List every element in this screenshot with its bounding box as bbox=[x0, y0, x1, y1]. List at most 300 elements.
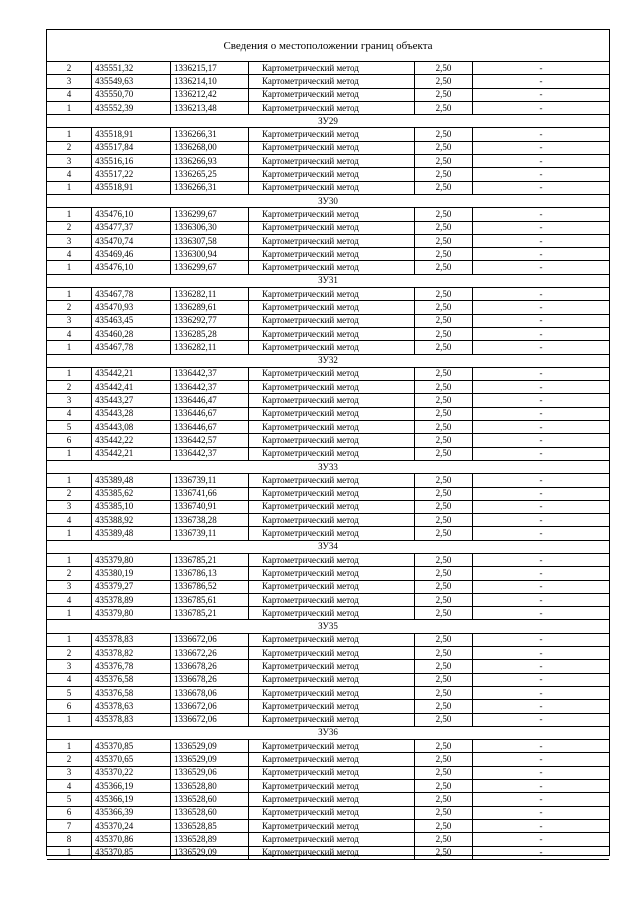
point-number-cell: 4 bbox=[47, 407, 92, 420]
accuracy-cell: 2,50 bbox=[415, 208, 473, 221]
table-row bbox=[47, 766, 609, 779]
table-row bbox=[47, 181, 609, 194]
method-cell: Картометрический метод bbox=[249, 327, 415, 340]
y-coordinate-cell: 1336672,06 bbox=[171, 713, 249, 726]
accuracy-cell: 2,50 bbox=[415, 314, 473, 327]
table-row bbox=[47, 168, 609, 181]
y-coordinate-cell: 1336292,77 bbox=[171, 314, 249, 327]
x-coordinate-cell: 435477,37 bbox=[92, 221, 171, 234]
method-cell: Картометрический метод bbox=[249, 155, 415, 168]
y-coordinate-cell: 1336213,48 bbox=[171, 101, 249, 114]
note-cell: - bbox=[473, 234, 610, 247]
y-coordinate-cell: 1336529,09 bbox=[171, 846, 249, 859]
document-frame bbox=[46, 29, 610, 856]
x-coordinate-cell: 435370,65 bbox=[92, 753, 171, 766]
accuracy-cell: 2,50 bbox=[415, 474, 473, 487]
method-cell: Картометрический метод bbox=[249, 234, 415, 247]
method-cell: Картометрический метод bbox=[249, 846, 415, 859]
y-coordinate-cell: 1336300,94 bbox=[171, 248, 249, 261]
section-header-row bbox=[47, 274, 609, 287]
method-cell: Картометрический метод bbox=[249, 780, 415, 793]
note-cell: - bbox=[473, 155, 610, 168]
x-coordinate-cell: 435366,19 bbox=[92, 780, 171, 793]
accuracy-cell: 2,50 bbox=[415, 381, 473, 394]
note-cell: - bbox=[473, 713, 610, 726]
method-cell: Картометрический метод bbox=[249, 700, 415, 713]
method-cell: Картометрический метод bbox=[249, 62, 415, 75]
note-cell: - bbox=[473, 580, 610, 593]
method-cell: Картометрический метод bbox=[249, 421, 415, 434]
x-coordinate-cell: 435549,63 bbox=[92, 75, 171, 88]
point-number-cell: 3 bbox=[47, 766, 92, 779]
note-cell: - bbox=[473, 793, 610, 806]
y-coordinate-cell: 1336299,67 bbox=[171, 208, 249, 221]
method-cell: Картометрический метод bbox=[249, 101, 415, 114]
x-coordinate-cell: 435516,16 bbox=[92, 155, 171, 168]
x-coordinate-cell: 435379,80 bbox=[92, 553, 171, 566]
note-cell: - bbox=[473, 168, 610, 181]
point-number-cell: 5 bbox=[47, 793, 92, 806]
y-coordinate-cell: 1336741,66 bbox=[171, 487, 249, 500]
y-coordinate-cell: 1336266,31 bbox=[171, 181, 249, 194]
x-coordinate-cell: 435380,19 bbox=[92, 567, 171, 580]
point-number-cell: 6 bbox=[47, 806, 92, 819]
note-cell: - bbox=[473, 660, 610, 673]
coordinates-table-body bbox=[47, 62, 609, 859]
x-coordinate-cell: 435467,78 bbox=[92, 288, 171, 301]
note-cell: - bbox=[473, 341, 610, 354]
point-number-cell: 2 bbox=[47, 487, 92, 500]
table-row bbox=[47, 567, 609, 580]
note-cell: - bbox=[473, 846, 610, 859]
table-row bbox=[47, 301, 609, 314]
method-cell: Картометрический метод bbox=[249, 713, 415, 726]
method-cell: Картометрический метод bbox=[249, 660, 415, 673]
y-coordinate-cell: 1336446,47 bbox=[171, 394, 249, 407]
accuracy-cell: 2,50 bbox=[415, 580, 473, 593]
y-coordinate-cell: 1336739,11 bbox=[171, 527, 249, 540]
accuracy-cell: 2,50 bbox=[415, 633, 473, 646]
section-header-row bbox=[47, 194, 609, 207]
y-coordinate-cell: 1336528,80 bbox=[171, 780, 249, 793]
section-header-row bbox=[47, 620, 609, 633]
note-cell: - bbox=[473, 75, 610, 88]
accuracy-cell: 2,50 bbox=[415, 766, 473, 779]
method-cell: Картометрический метод bbox=[249, 261, 415, 274]
point-number-cell: 2 bbox=[47, 141, 92, 154]
y-coordinate-cell: 1336266,93 bbox=[171, 155, 249, 168]
y-coordinate-cell: 1336442,37 bbox=[171, 367, 249, 380]
table-row bbox=[47, 248, 609, 261]
section-header-row bbox=[47, 115, 609, 128]
note-cell: - bbox=[473, 500, 610, 513]
table-row bbox=[47, 155, 609, 168]
method-cell: Картометрический метод bbox=[249, 447, 415, 460]
point-number-cell: 1 bbox=[47, 633, 92, 646]
accuracy-cell: 2,50 bbox=[415, 567, 473, 580]
accuracy-cell: 2,50 bbox=[415, 753, 473, 766]
table-row bbox=[47, 141, 609, 154]
note-cell: - bbox=[473, 381, 610, 394]
accuracy-cell: 2,50 bbox=[415, 62, 473, 75]
y-coordinate-cell: 1336528,60 bbox=[171, 793, 249, 806]
accuracy-cell: 2,50 bbox=[415, 367, 473, 380]
note-cell: - bbox=[473, 394, 610, 407]
y-coordinate-cell: 1336785,21 bbox=[171, 553, 249, 566]
point-number-cell: 3 bbox=[47, 234, 92, 247]
y-coordinate-cell: 1336528,89 bbox=[171, 833, 249, 846]
point-number-cell: 7 bbox=[47, 819, 92, 832]
note-cell: - bbox=[473, 301, 610, 314]
x-coordinate-cell: 435442,21 bbox=[92, 367, 171, 380]
table-row bbox=[47, 261, 609, 274]
method-cell: Картометрический метод bbox=[249, 88, 415, 101]
method-cell: Картометрический метод bbox=[249, 301, 415, 314]
point-number-cell: 3 bbox=[47, 660, 92, 673]
note-cell: - bbox=[473, 221, 610, 234]
table-row bbox=[47, 447, 609, 460]
note-cell: - bbox=[473, 607, 610, 620]
y-coordinate-cell: 1336282,11 bbox=[171, 341, 249, 354]
accuracy-cell: 2,50 bbox=[415, 101, 473, 114]
note-cell: - bbox=[473, 421, 610, 434]
x-coordinate-cell: 435370,22 bbox=[92, 766, 171, 779]
note-cell: - bbox=[473, 327, 610, 340]
point-number-cell: 2 bbox=[47, 647, 92, 660]
x-coordinate-cell: 435442,41 bbox=[92, 381, 171, 394]
y-coordinate-cell: 1336678,26 bbox=[171, 660, 249, 673]
x-coordinate-cell: 435443,08 bbox=[92, 421, 171, 434]
table-row bbox=[47, 434, 609, 447]
table-row bbox=[47, 367, 609, 380]
y-coordinate-cell: 1336307,58 bbox=[171, 234, 249, 247]
y-coordinate-cell: 1336785,21 bbox=[171, 607, 249, 620]
method-cell: Картометрический метод bbox=[249, 381, 415, 394]
point-number-cell: 1 bbox=[47, 261, 92, 274]
table-row bbox=[47, 208, 609, 221]
accuracy-cell: 2,50 bbox=[415, 248, 473, 261]
x-coordinate-cell: 435378,82 bbox=[92, 647, 171, 660]
note-cell: - bbox=[473, 314, 610, 327]
note-cell: - bbox=[473, 248, 610, 261]
note-cell: - bbox=[473, 753, 610, 766]
table-row bbox=[47, 633, 609, 646]
x-coordinate-cell: 435467,78 bbox=[92, 341, 171, 354]
x-coordinate-cell: 435370,85 bbox=[92, 846, 171, 859]
point-number-cell: 2 bbox=[47, 221, 92, 234]
x-coordinate-cell: 435469,46 bbox=[92, 248, 171, 261]
table-row bbox=[47, 381, 609, 394]
y-coordinate-cell: 1336529,06 bbox=[171, 766, 249, 779]
method-cell: Картометрический метод bbox=[249, 208, 415, 221]
y-coordinate-cell: 1336786,52 bbox=[171, 580, 249, 593]
method-cell: Картометрический метод bbox=[249, 141, 415, 154]
accuracy-cell: 2,50 bbox=[415, 740, 473, 753]
accuracy-cell: 2,50 bbox=[415, 261, 473, 274]
accuracy-cell: 2,50 bbox=[415, 487, 473, 500]
point-number-cell: 5 bbox=[47, 421, 92, 434]
note-cell: - bbox=[473, 474, 610, 487]
table-row bbox=[47, 593, 609, 606]
y-coordinate-cell: 1336299,67 bbox=[171, 261, 249, 274]
method-cell: Картометрический метод bbox=[249, 673, 415, 686]
note-cell: - bbox=[473, 288, 610, 301]
note-cell: - bbox=[473, 740, 610, 753]
accuracy-cell: 2,50 bbox=[415, 647, 473, 660]
x-coordinate-cell: 435518,91 bbox=[92, 128, 171, 141]
method-cell: Картометрический метод bbox=[249, 753, 415, 766]
point-number-cell: 4 bbox=[47, 593, 92, 606]
point-number-cell: 6 bbox=[47, 700, 92, 713]
note-cell: - bbox=[473, 527, 610, 540]
point-number-cell: 1 bbox=[47, 607, 92, 620]
point-number-cell: 4 bbox=[47, 248, 92, 261]
point-number-cell: 1 bbox=[47, 846, 92, 859]
method-cell: Картометрический метод bbox=[249, 367, 415, 380]
x-coordinate-cell: 435378,63 bbox=[92, 700, 171, 713]
note-cell: - bbox=[473, 487, 610, 500]
note-cell: - bbox=[473, 766, 610, 779]
table-row bbox=[47, 62, 609, 75]
method-cell: Картометрический метод bbox=[249, 314, 415, 327]
point-number-cell: 4 bbox=[47, 673, 92, 686]
accuracy-cell: 2,50 bbox=[415, 514, 473, 527]
point-number-cell: 1 bbox=[47, 101, 92, 114]
table-row bbox=[47, 500, 609, 513]
y-coordinate-cell: 1336740,91 bbox=[171, 500, 249, 513]
y-coordinate-cell: 1336678,26 bbox=[171, 673, 249, 686]
point-number-cell: 1 bbox=[47, 740, 92, 753]
x-coordinate-cell: 435376,58 bbox=[92, 686, 171, 699]
accuracy-cell: 2,50 bbox=[415, 327, 473, 340]
point-number-cell: 3 bbox=[47, 394, 92, 407]
point-number-cell: 1 bbox=[47, 341, 92, 354]
method-cell: Картометрический метод bbox=[249, 527, 415, 540]
table-row bbox=[47, 753, 609, 766]
table-row bbox=[47, 407, 609, 420]
method-cell: Картометрический метод bbox=[249, 288, 415, 301]
y-coordinate-cell: 1336442,37 bbox=[171, 447, 249, 460]
table-row bbox=[47, 394, 609, 407]
table-row bbox=[47, 740, 609, 753]
accuracy-cell: 2,50 bbox=[415, 700, 473, 713]
x-coordinate-cell: 435376,58 bbox=[92, 673, 171, 686]
method-cell: Картометрический метод bbox=[249, 806, 415, 819]
note-cell: - bbox=[473, 780, 610, 793]
accuracy-cell: 2,50 bbox=[415, 341, 473, 354]
y-coordinate-cell: 1336672,06 bbox=[171, 633, 249, 646]
accuracy-cell: 2,50 bbox=[415, 846, 473, 859]
table-row bbox=[47, 713, 609, 726]
method-cell: Картометрический метод bbox=[249, 607, 415, 620]
method-cell: Картометрический метод bbox=[249, 686, 415, 699]
section-label: ЗУ36 bbox=[47, 726, 609, 739]
method-cell: Картометрический метод bbox=[249, 500, 415, 513]
y-coordinate-cell: 1336528,85 bbox=[171, 819, 249, 832]
x-coordinate-cell: 435370,24 bbox=[92, 819, 171, 832]
table-row bbox=[47, 846, 609, 859]
x-coordinate-cell: 435378,83 bbox=[92, 713, 171, 726]
point-number-cell: 3 bbox=[47, 155, 92, 168]
y-coordinate-cell: 1336786,13 bbox=[171, 567, 249, 580]
table-row bbox=[47, 660, 609, 673]
accuracy-cell: 2,50 bbox=[415, 673, 473, 686]
x-coordinate-cell: 435442,21 bbox=[92, 447, 171, 460]
table-row bbox=[47, 234, 609, 247]
table-row bbox=[47, 700, 609, 713]
table-row bbox=[47, 527, 609, 540]
table-row bbox=[47, 487, 609, 500]
point-number-cell: 1 bbox=[47, 181, 92, 194]
note-cell: - bbox=[473, 88, 610, 101]
note-cell: - bbox=[473, 514, 610, 527]
accuracy-cell: 2,50 bbox=[415, 819, 473, 832]
y-coordinate-cell: 1336446,67 bbox=[171, 407, 249, 420]
y-coordinate-cell: 1336672,06 bbox=[171, 700, 249, 713]
table-row bbox=[47, 553, 609, 566]
x-coordinate-cell: 435370,85 bbox=[92, 740, 171, 753]
accuracy-cell: 2,50 bbox=[415, 221, 473, 234]
y-coordinate-cell: 1336529,09 bbox=[171, 753, 249, 766]
point-number-cell: 1 bbox=[47, 447, 92, 460]
x-coordinate-cell: 435470,93 bbox=[92, 301, 171, 314]
note-cell: - bbox=[473, 447, 610, 460]
y-coordinate-cell: 1336738,28 bbox=[171, 514, 249, 527]
y-coordinate-cell: 1336285,28 bbox=[171, 327, 249, 340]
y-coordinate-cell: 1336529,09 bbox=[171, 740, 249, 753]
point-number-cell: 1 bbox=[47, 474, 92, 487]
accuracy-cell: 2,50 bbox=[415, 593, 473, 606]
accuracy-cell: 2,50 bbox=[415, 660, 473, 673]
accuracy-cell: 2,50 bbox=[415, 234, 473, 247]
accuracy-cell: 2,50 bbox=[415, 155, 473, 168]
document-title: Сведения о местоположении границ объекта bbox=[47, 30, 609, 62]
method-cell: Картометрический метод bbox=[249, 407, 415, 420]
note-cell: - bbox=[473, 833, 610, 846]
x-coordinate-cell: 435376,78 bbox=[92, 660, 171, 673]
accuracy-cell: 2,50 bbox=[415, 128, 473, 141]
x-coordinate-cell: 435551,32 bbox=[92, 62, 171, 75]
section-label: ЗУ35 bbox=[47, 620, 609, 633]
note-cell: - bbox=[473, 633, 610, 646]
point-number-cell: 2 bbox=[47, 567, 92, 580]
accuracy-cell: 2,50 bbox=[415, 288, 473, 301]
method-cell: Картометрический метод bbox=[249, 766, 415, 779]
point-number-cell: 2 bbox=[47, 62, 92, 75]
method-cell: Картометрический метод bbox=[249, 181, 415, 194]
method-cell: Картометрический метод bbox=[249, 394, 415, 407]
method-cell: Картометрический метод bbox=[249, 740, 415, 753]
note-cell: - bbox=[473, 208, 610, 221]
table-row bbox=[47, 673, 609, 686]
note-cell: - bbox=[473, 141, 610, 154]
note-cell: - bbox=[473, 553, 610, 566]
accuracy-cell: 2,50 bbox=[415, 833, 473, 846]
x-coordinate-cell: 435463,45 bbox=[92, 314, 171, 327]
point-number-cell: 1 bbox=[47, 367, 92, 380]
accuracy-cell: 2,50 bbox=[415, 553, 473, 566]
accuracy-cell: 2,50 bbox=[415, 88, 473, 101]
x-coordinate-cell: 435379,80 bbox=[92, 607, 171, 620]
table-row bbox=[47, 580, 609, 593]
note-cell: - bbox=[473, 261, 610, 274]
x-coordinate-cell: 435379,27 bbox=[92, 580, 171, 593]
method-cell: Картометрический метод bbox=[249, 567, 415, 580]
x-coordinate-cell: 435443,27 bbox=[92, 394, 171, 407]
y-coordinate-cell: 1336442,37 bbox=[171, 381, 249, 394]
accuracy-cell: 2,50 bbox=[415, 434, 473, 447]
y-coordinate-cell: 1336528,60 bbox=[171, 806, 249, 819]
note-cell: - bbox=[473, 686, 610, 699]
point-number-cell: 8 bbox=[47, 833, 92, 846]
method-cell: Картометрический метод bbox=[249, 487, 415, 500]
section-header-row bbox=[47, 540, 609, 553]
point-number-cell: 4 bbox=[47, 168, 92, 181]
x-coordinate-cell: 435366,39 bbox=[92, 806, 171, 819]
note-cell: - bbox=[473, 819, 610, 832]
method-cell: Картометрический метод bbox=[249, 553, 415, 566]
accuracy-cell: 2,50 bbox=[415, 141, 473, 154]
point-number-cell: 2 bbox=[47, 753, 92, 766]
accuracy-cell: 2,50 bbox=[415, 301, 473, 314]
method-cell: Картометрический метод bbox=[249, 633, 415, 646]
method-cell: Картометрический метод bbox=[249, 248, 415, 261]
table-row bbox=[47, 474, 609, 487]
point-number-cell: 4 bbox=[47, 88, 92, 101]
table-row bbox=[47, 607, 609, 620]
point-number-cell: 2 bbox=[47, 381, 92, 394]
y-coordinate-cell: 1336212,42 bbox=[171, 88, 249, 101]
x-coordinate-cell: 435470,74 bbox=[92, 234, 171, 247]
method-cell: Картометрический метод bbox=[249, 434, 415, 447]
accuracy-cell: 2,50 bbox=[415, 447, 473, 460]
accuracy-cell: 2,50 bbox=[415, 75, 473, 88]
y-coordinate-cell: 1336266,31 bbox=[171, 128, 249, 141]
accuracy-cell: 2,50 bbox=[415, 713, 473, 726]
accuracy-cell: 2,50 bbox=[415, 527, 473, 540]
x-coordinate-cell: 435385,10 bbox=[92, 500, 171, 513]
section-label: ЗУ31 bbox=[47, 274, 609, 287]
table-row bbox=[47, 341, 609, 354]
point-number-cell: 1 bbox=[47, 527, 92, 540]
table-row bbox=[47, 819, 609, 832]
y-coordinate-cell: 1336214,10 bbox=[171, 75, 249, 88]
accuracy-cell: 2,50 bbox=[415, 421, 473, 434]
method-cell: Картометрический метод bbox=[249, 168, 415, 181]
accuracy-cell: 2,50 bbox=[415, 181, 473, 194]
section-header-row bbox=[47, 726, 609, 739]
x-coordinate-cell: 435552,39 bbox=[92, 101, 171, 114]
note-cell: - bbox=[473, 407, 610, 420]
point-number-cell: 4 bbox=[47, 514, 92, 527]
x-coordinate-cell: 435517,22 bbox=[92, 168, 171, 181]
point-number-cell: 1 bbox=[47, 128, 92, 141]
x-coordinate-cell: 435476,10 bbox=[92, 261, 171, 274]
table-row bbox=[47, 833, 609, 846]
note-cell: - bbox=[473, 62, 610, 75]
method-cell: Картометрический метод bbox=[249, 514, 415, 527]
table-row bbox=[47, 288, 609, 301]
table-row bbox=[47, 327, 609, 340]
point-number-cell: 3 bbox=[47, 75, 92, 88]
accuracy-cell: 2,50 bbox=[415, 686, 473, 699]
y-coordinate-cell: 1336446,67 bbox=[171, 421, 249, 434]
method-cell: Картометрический метод bbox=[249, 221, 415, 234]
note-cell: - bbox=[473, 700, 610, 713]
method-cell: Картометрический метод bbox=[249, 474, 415, 487]
x-coordinate-cell: 435378,83 bbox=[92, 633, 171, 646]
note-cell: - bbox=[473, 367, 610, 380]
